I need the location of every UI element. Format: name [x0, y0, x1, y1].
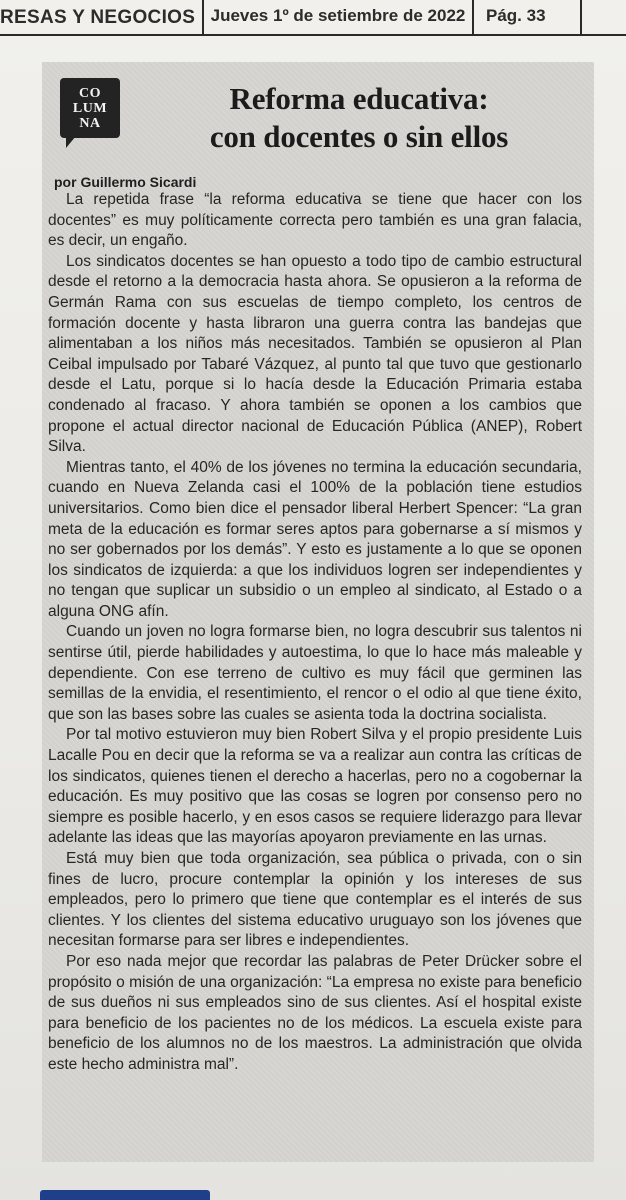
running-head — [0, 0, 626, 36]
article-title — [134, 80, 584, 156]
badge-line: CO — [79, 86, 101, 101]
article-body — [48, 190, 582, 1076]
title-line: Reforma educativa: — [229, 81, 489, 116]
paragraph: Mientras tanto, el 40% de los jóvenes no termina la educación secundaria, cuando en Nueva Zelanda casi el 100% de la población tiene estudios universitarios. Como bien dice el pensador liberal Herbert Spencer: “La gran meta de la educación es formar seres aptos para gobernarse a sí mismos y no ser gobernados por los demás”. Y esto es justamente a lo que se oponen los sindicatos de izquierda: a que los individuos logren ser independientes y no tengan que suplicar un subsidio o un empleo al sindicato, al Estado o a alguna ONG afín. — [48, 458, 582, 620]
column-badge — [60, 78, 120, 138]
badge-line: LUM — [72, 101, 108, 116]
paragraph: Por tal motivo estuvieron muy bien Robert Silva y el propio presidente Luis Lacalle Pou en decir que la reforma se va a realizar aun contra las críticas de los sindicatos, quienes tienen el derecho a hacerlas, pero no a cogobernar la educación. Es muy positivo que las cosas se logren por consenso pero no siempre es posible hacerlo, y en esos casos se requiere liderazgo para llevar adelante las ideas que las mayorías apoyaron previamente en las urnas. — [48, 726, 582, 847]
page-number: Pág. 33 — [486, 6, 546, 25]
issue-date: Jueves 1º de setiembre de 2022 — [202, 0, 474, 34]
section-name: RESAS Y NEGOCIOS — [0, 7, 196, 28]
header-divider — [580, 0, 582, 34]
badge-speech-tail — [66, 136, 76, 148]
badge-line: NA — [79, 116, 101, 131]
title-line: con docentes o sin ellos — [209, 119, 509, 154]
paragraph: Por eso nada mejor que recordar las palabras de Peter Drücker sobre el propósito o misión de una organización: “La empresa no existe para beneficio de sus dueños ni sus empleados sino de sus clientes. Así el hospital existe para beneficio de los pacientes no de los médicos. La escuela existe para beneficio de los alumnos no de los maestros. La administración que olvida este hecho administra mal”. — [48, 952, 582, 1073]
next-page-graphic — [40, 1190, 210, 1200]
paragraph: Los sindicatos docentes se han opuesto a todo tipo de cambio estructural desde el retorno a la democracia hasta ahora. Se opusieron a la reforma de Germán Rama con sus escuelas de tiempo completo, los centros de formación docente y hasta libraron una guerra contra las bandejas que alimentaban a los niños más necesitados. También se opusieron al Plan Ceibal impulsado por Tabaré Vázquez, al punto tal que tuvo que gestionarlo desde el Latu, porque si lo hacía desde la Educación Primaria estaba condenado al fracaso. Y ahora también se oponen a los cambios que propone el actual director nacional de Educación Pública (ANEP), Robert Silva. — [48, 252, 582, 456]
paragraph: Está muy bien que toda organización, sea pública o privada, con o sin fines de lucro, procure contemplar la opinión y los intereses de sus empleados, pero lo primero que tiene que contemplar es el interés de sus clientes. Y los clientes del sistema educativo uruguayo son los jóvenes que necesitan formarse para ser libres e independientes. — [48, 850, 582, 950]
byline: por Guillermo Sicardi — [54, 174, 197, 190]
paragraph: Cuando un joven no logra formarse bien, no logra descubrir sus talentos ni sentirse útil, pierde habilidades y autoestima, lo que lo hace más maleable y dependiente. Con ese terreno de cultivo es muy fácil que germinen las semillas de la envidia, el resentimiento, el rencor o el odio al que tiene éxito, que son las bases sobre las cuales se asienta toda la doctrina socialista. — [48, 623, 582, 723]
paragraph: La repetida frase “la reforma educativa se tiene que hacer con los docentes” es muy políticamente correcta pero también es una gran falacia, es decir, un engaño. — [48, 191, 582, 250]
column-article — [42, 62, 594, 1162]
